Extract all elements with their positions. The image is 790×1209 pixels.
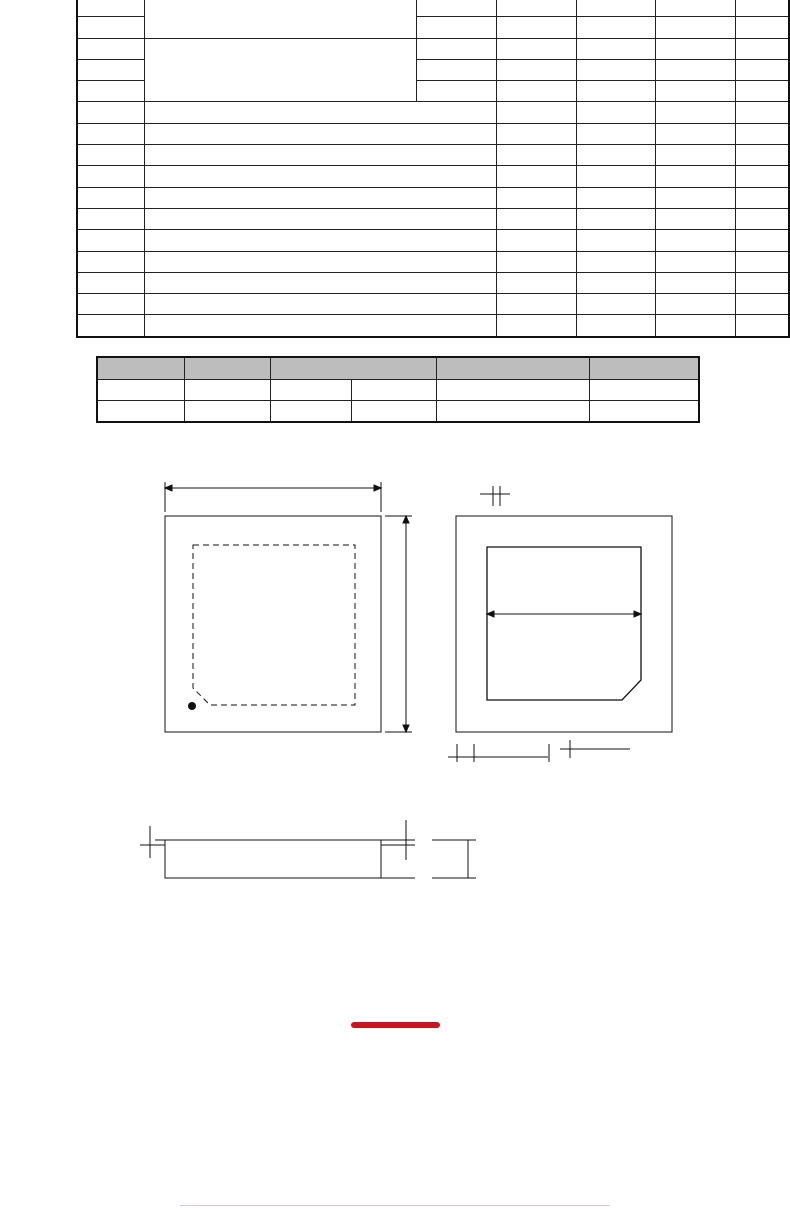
electrical-characteristics-table [76, 0, 790, 338]
max-cell [656, 315, 736, 337]
typ-cell [576, 0, 656, 17]
cond-cell [416, 38, 496, 59]
table-row [77, 145, 789, 166]
header-cell [437, 357, 590, 380]
cond-cell [416, 59, 496, 80]
unit-cell [736, 0, 789, 17]
unit-cell [736, 81, 789, 102]
cell [185, 401, 271, 423]
desc-cell [145, 230, 497, 251]
desc-cell [145, 102, 497, 123]
min-cell [496, 251, 576, 272]
header-cell [271, 357, 437, 380]
unit-cell [736, 123, 789, 144]
symbol-cell [77, 145, 145, 166]
min-cell [496, 59, 576, 80]
min-cell [496, 17, 576, 38]
max-cell [656, 145, 736, 166]
min-cell [496, 38, 576, 59]
symbol-cell [77, 230, 145, 251]
typ-cell [576, 59, 656, 80]
symbol-cell [77, 315, 145, 337]
min-cell [496, 230, 576, 251]
symbol-cell [77, 251, 145, 272]
header-cell [97, 357, 185, 380]
cell [271, 401, 352, 423]
typ-cell [576, 315, 656, 337]
min-cell [496, 208, 576, 229]
symbol-cell [77, 272, 145, 293]
max-cell [656, 38, 736, 59]
min-cell [496, 166, 576, 187]
table-row [77, 230, 789, 251]
top-view-die-outline [193, 545, 355, 705]
min-cell [496, 145, 576, 166]
typ-cell [576, 208, 656, 229]
symbol-cell [77, 187, 145, 208]
unit-cell [736, 145, 789, 166]
qfn48-package-drawing [0, 470, 790, 900]
max-cell [656, 208, 736, 229]
unit-cell [736, 187, 789, 208]
min-cell [496, 315, 576, 337]
max-cell [656, 272, 736, 293]
unit-cell [736, 272, 789, 293]
min-cell [496, 294, 576, 315]
max-cell [656, 251, 736, 272]
cell [352, 401, 437, 423]
unit-cell [736, 102, 789, 123]
table-row [77, 0, 789, 17]
table-row [77, 315, 789, 337]
cell [352, 380, 437, 401]
min-cell [496, 0, 576, 17]
unit-cell [736, 59, 789, 80]
symbol-cell [77, 0, 145, 17]
table-row [77, 187, 789, 208]
typ-cell [576, 251, 656, 272]
typ-cell [576, 294, 656, 315]
section-accent-bar [351, 1022, 440, 1028]
cell [97, 380, 185, 401]
table-row [77, 251, 789, 272]
min-cell [496, 123, 576, 144]
desc-cell [145, 123, 497, 144]
symbol-cell [77, 59, 145, 80]
max-cell [656, 81, 736, 102]
exposed-pad [487, 547, 641, 700]
table-row [77, 38, 789, 59]
cell [185, 380, 271, 401]
symbol-cell [77, 38, 145, 59]
header-cell [590, 357, 700, 380]
cell [590, 401, 700, 423]
unit-cell [736, 17, 789, 38]
unit-cell [736, 251, 789, 272]
max-cell [656, 230, 736, 251]
min-cell [496, 81, 576, 102]
unit-cell [736, 208, 789, 229]
table-row [97, 380, 699, 401]
max-cell [656, 187, 736, 208]
package-table [96, 356, 700, 423]
table-row [77, 208, 789, 229]
symbol-cell [77, 102, 145, 123]
table-row [77, 166, 789, 187]
table-header-row [97, 357, 699, 380]
pin1-marker [188, 702, 196, 710]
max-cell [656, 294, 736, 315]
unit-cell [736, 166, 789, 187]
cell [271, 380, 352, 401]
symbol-cell [77, 123, 145, 144]
symbol-cell [77, 294, 145, 315]
typ-cell [576, 81, 656, 102]
typ-cell [576, 17, 656, 38]
typ-cell [576, 123, 656, 144]
typ-cell [576, 166, 656, 187]
unit-cell [736, 230, 789, 251]
desc-cell [145, 166, 497, 187]
header-cell [185, 357, 271, 380]
desc-cell [145, 208, 497, 229]
max-cell [656, 123, 736, 144]
max-cell [656, 0, 736, 17]
desc-cell [145, 272, 497, 293]
desc-cell [145, 251, 497, 272]
cell [437, 380, 590, 401]
desc-cell [145, 315, 497, 337]
symbol-cell [77, 208, 145, 229]
symbol-cell [77, 166, 145, 187]
cell [437, 401, 590, 423]
unit-cell [736, 315, 789, 337]
table-row [97, 401, 699, 423]
divider [180, 1205, 610, 1206]
typ-cell [576, 272, 656, 293]
typ-cell [576, 230, 656, 251]
desc-cell [145, 0, 417, 38]
table-row [77, 102, 789, 123]
table-row [77, 123, 789, 144]
unit-cell [736, 38, 789, 59]
cell [97, 401, 185, 423]
unit-cell [736, 294, 789, 315]
max-cell [656, 166, 736, 187]
cond-cell [416, 81, 496, 102]
max-cell [656, 59, 736, 80]
symbol-cell [77, 81, 145, 102]
typ-cell [576, 145, 656, 166]
table-row [77, 294, 789, 315]
side-view-body [165, 840, 381, 878]
top-view-body [165, 516, 381, 732]
max-cell [656, 102, 736, 123]
cell [590, 380, 700, 401]
typ-cell [576, 187, 656, 208]
typ-cell [576, 102, 656, 123]
table-row [77, 272, 789, 293]
symbol-cell [77, 17, 145, 38]
min-cell [496, 187, 576, 208]
min-cell [496, 272, 576, 293]
desc-cell [145, 38, 417, 102]
cond-cell [416, 0, 496, 17]
desc-cell [145, 187, 497, 208]
min-cell [496, 102, 576, 123]
cond-cell [416, 17, 496, 38]
desc-cell [145, 145, 497, 166]
desc-cell [145, 294, 497, 315]
typ-cell [576, 38, 656, 59]
max-cell [656, 17, 736, 38]
